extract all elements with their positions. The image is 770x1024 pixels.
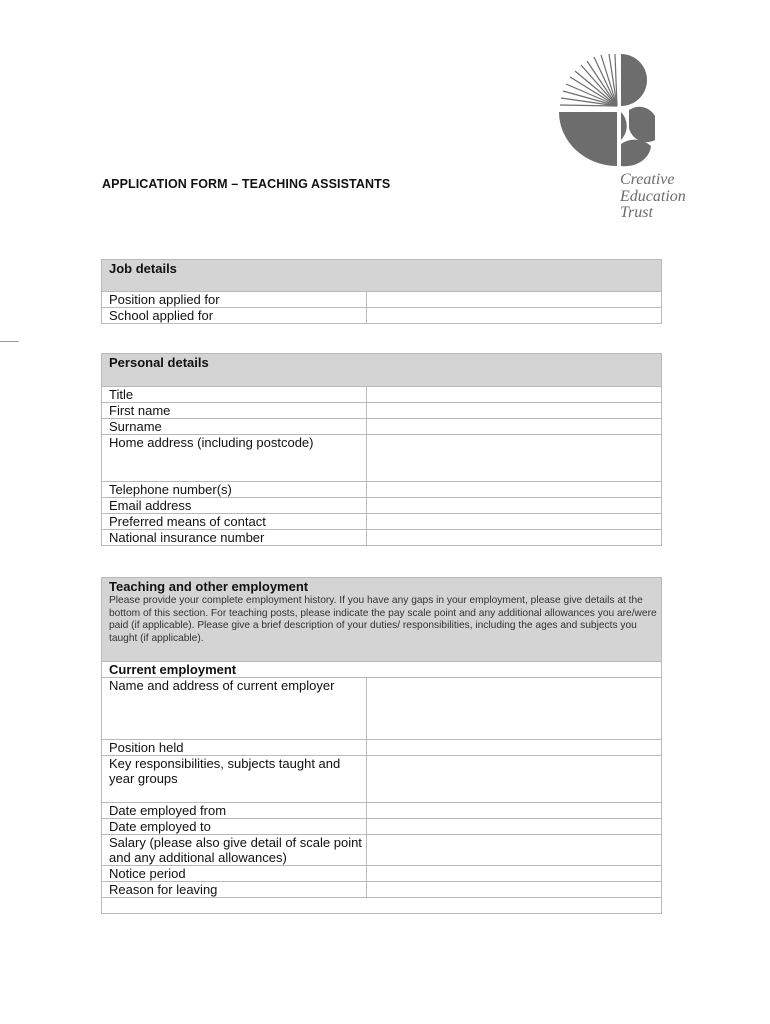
position-applied-field[interactable] bbox=[367, 292, 662, 308]
row-label: Email address bbox=[102, 498, 367, 514]
school-applied-field[interactable] bbox=[367, 308, 662, 324]
first-name-field[interactable] bbox=[367, 403, 662, 419]
employment-heading: Teaching and other employment bbox=[109, 579, 309, 594]
position-held-field[interactable] bbox=[367, 740, 662, 756]
personal-details-heading: Personal details bbox=[102, 354, 662, 387]
row-label: Position applied for bbox=[102, 292, 367, 308]
date-from-field[interactable] bbox=[367, 803, 662, 819]
row-label: Date employed from bbox=[102, 803, 367, 819]
notice-period-field[interactable] bbox=[367, 866, 662, 882]
employment-heading-cell bbox=[102, 578, 662, 662]
responsibilities-field[interactable] bbox=[367, 756, 662, 803]
current-employment-heading: Current employment bbox=[102, 662, 662, 678]
form-title: APPLICATION FORM – TEACHING ASSISTANTS bbox=[102, 177, 391, 191]
logo-line-1: Creative bbox=[620, 171, 675, 188]
surname-field[interactable] bbox=[367, 419, 662, 435]
row-label: Key responsibilities, subjects taught and year groups bbox=[102, 756, 367, 803]
employment-table bbox=[101, 577, 662, 914]
row-label: Reason for leaving bbox=[102, 882, 367, 898]
job-details-heading: Job details bbox=[102, 260, 662, 292]
salary-field[interactable] bbox=[367, 835, 662, 866]
row-label: Surname bbox=[102, 419, 367, 435]
ni-number-field[interactable] bbox=[367, 530, 662, 546]
row-label: Preferred means of contact bbox=[102, 514, 367, 530]
personal-details-table bbox=[101, 353, 662, 546]
row-label: Position held bbox=[102, 740, 367, 756]
date-to-field[interactable] bbox=[367, 819, 662, 835]
employer-field[interactable] bbox=[367, 678, 662, 740]
margin-mark bbox=[0, 341, 19, 342]
empty-row[interactable] bbox=[102, 898, 662, 914]
telephone-field[interactable] bbox=[367, 482, 662, 498]
row-label: Name and address of current employer bbox=[102, 678, 367, 740]
job-details-table bbox=[101, 259, 662, 324]
reason-leaving-field[interactable] bbox=[367, 882, 662, 898]
row-label: Title bbox=[102, 387, 367, 403]
email-field[interactable] bbox=[367, 498, 662, 514]
home-address-field[interactable] bbox=[367, 435, 662, 482]
row-label: Home address (including postcode) bbox=[102, 435, 367, 482]
row-label: Telephone number(s) bbox=[102, 482, 367, 498]
row-label: Salary (please also give detail of scale point and any additional allowances) bbox=[102, 835, 367, 866]
row-label: School applied for bbox=[102, 308, 367, 324]
title-field[interactable] bbox=[367, 387, 662, 403]
logo-wordmark bbox=[620, 172, 686, 222]
contact-means-field[interactable] bbox=[367, 514, 662, 530]
row-label: National insurance number bbox=[102, 530, 367, 546]
row-label: Notice period bbox=[102, 866, 367, 882]
logo-line-3: Trust bbox=[620, 204, 653, 221]
logo-line-2: Education bbox=[620, 187, 686, 205]
row-label: Date employed to bbox=[102, 819, 367, 835]
row-label: First name bbox=[102, 403, 367, 419]
employment-description: Please provide your complete employment history. If you have any gaps in your employment, please give details at the bottom of this section. For teaching posts, please indicate the pay scale point and any additional allowances you are/were paid (if applicable). Please give a brief description of your duties/ responsibilities, including the ages and subjects you taught (if applicable). bbox=[109, 595, 657, 644]
